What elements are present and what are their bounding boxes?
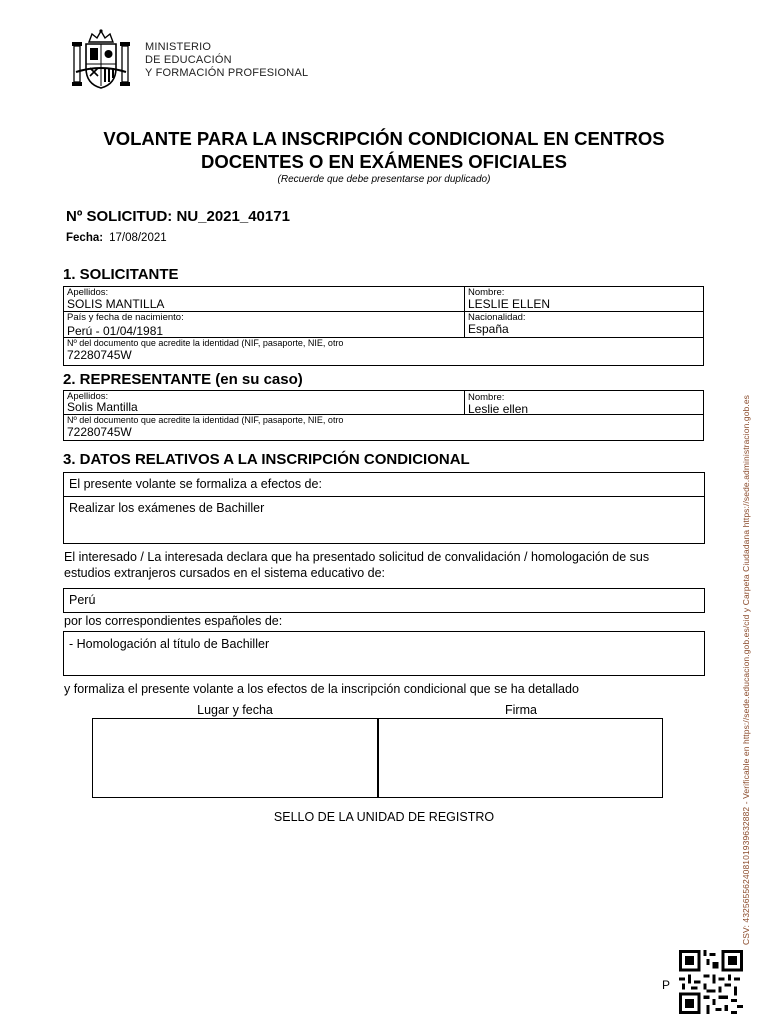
titulo-box bbox=[63, 631, 705, 676]
field-value: España bbox=[468, 322, 509, 336]
section-datos-heading: 3. DATOS RELATIVOS A LA INSCRIPCIÓN CONDICIONAL bbox=[63, 451, 470, 468]
declaration-text bbox=[64, 549, 649, 581]
field-value: 72280745W bbox=[67, 425, 132, 439]
request-date-label: Fecha: bbox=[66, 232, 104, 244]
firma-label: Firma bbox=[505, 703, 537, 717]
field-value: Perú - 01/04/1981 bbox=[67, 324, 164, 338]
field-value: Solis Mantilla bbox=[67, 400, 138, 414]
field-label: Nombre: bbox=[468, 392, 505, 403]
page-mark: P bbox=[662, 978, 671, 992]
efectos-box bbox=[63, 472, 705, 544]
request-date bbox=[66, 232, 167, 244]
document-title bbox=[84, 127, 684, 173]
declaration-line: El interesado / La interesada declara que ha presentado solicitud de convalidación / homologación de sus bbox=[64, 550, 650, 564]
solicitante-nacionalidad-cell bbox=[465, 312, 703, 337]
firma-box bbox=[377, 718, 663, 798]
title-line-1: VOLANTE PARA LA INSCRIPCIÓN CONDICIONAL EN CENTROS bbox=[103, 128, 665, 149]
solicitante-pais-cell bbox=[64, 312, 464, 337]
lugar-fecha-box bbox=[92, 718, 379, 798]
registration-stamp-label: SELLO DE LA UNIDAD DE REGISTRO bbox=[273, 810, 495, 824]
request-number-label: Nº SOLICITUD: bbox=[66, 208, 173, 225]
field-label: Nº del documento que acredite la identidad (NIF, pasaporte, NIE, otro bbox=[67, 415, 344, 425]
section-solicitante-heading: 1. SOLICITANTE bbox=[63, 266, 179, 283]
declaration-line: estudios extranjeros cursados en el sistema educativo de: bbox=[64, 566, 386, 580]
formaliza-text: y formaliza el presente volante a los efectos de la inscripción condicional que se ha detallado bbox=[64, 682, 579, 696]
field-label: Apellidos: bbox=[67, 287, 109, 298]
field-value: SOLIS MANTILLA bbox=[67, 297, 165, 311]
ministry-line: Y FORMACIÓN PROFESIONAL bbox=[145, 67, 309, 79]
ministry-line: MINISTERIO bbox=[145, 41, 212, 53]
solicitante-nombre-cell bbox=[465, 287, 703, 311]
field-label: Nombre: bbox=[468, 287, 505, 298]
request-number bbox=[66, 208, 290, 225]
country-value: Perú bbox=[69, 593, 96, 607]
representante-nombre-cell bbox=[465, 391, 703, 414]
field-label: Apellidos: bbox=[67, 391, 109, 402]
solicitante-box bbox=[63, 286, 704, 366]
field-value: 72280745W bbox=[67, 348, 132, 362]
correspondientes-text: por los correspondientes españoles de: bbox=[64, 614, 283, 628]
representante-box bbox=[63, 390, 704, 441]
qr-code bbox=[679, 950, 743, 1014]
field-label: Nº del documento que acredite la identidad (NIF, pasaporte, NIE, otro bbox=[67, 338, 344, 348]
document-subtitle: (Recuerde que debe presentarse por duplicado) bbox=[277, 174, 491, 185]
title-line-2: DOCENTES O EN EXÁMENES OFICIALES bbox=[201, 151, 567, 172]
solicitante-apellidos-cell bbox=[64, 287, 464, 311]
row-divider bbox=[64, 496, 704, 497]
country-box bbox=[63, 588, 705, 613]
efectos-label: El presente volante se formaliza a efectos de: bbox=[69, 477, 322, 491]
field-label: Nacionalidad: bbox=[468, 312, 526, 323]
field-label: País y fecha de nacimiento: bbox=[67, 312, 184, 323]
request-number-value: NU_2021_40171 bbox=[176, 208, 290, 225]
csv-verification-text: CSV: 432565562408101939632882 - Verificable en https://sede.educacion.gob.es/cid y Carpeta Ciudadana https://sede.administracion.gob.es bbox=[741, 395, 751, 945]
field-value: Leslie ellen bbox=[468, 402, 529, 416]
coat-of-arms-logo bbox=[70, 28, 132, 90]
titulo-value: - Homologación al título de Bachiller bbox=[69, 637, 270, 651]
section-representante-heading: 2. REPRESENTANTE (en su caso) bbox=[63, 371, 303, 388]
efectos-value: Realizar los exámenes de Bachiller bbox=[69, 501, 265, 515]
representante-apellidos-cell bbox=[64, 391, 464, 414]
solicitante-documento-cell bbox=[64, 338, 703, 365]
request-date-value: 17/08/2021 bbox=[109, 232, 167, 244]
ministry-line: DE EDUCACIÓN bbox=[145, 54, 232, 66]
ministry-name bbox=[145, 41, 308, 80]
field-value: LESLIE ELLEN bbox=[468, 297, 551, 311]
lugar-fecha-label: Lugar y fecha bbox=[197, 703, 273, 717]
representante-documento-cell bbox=[64, 415, 703, 440]
